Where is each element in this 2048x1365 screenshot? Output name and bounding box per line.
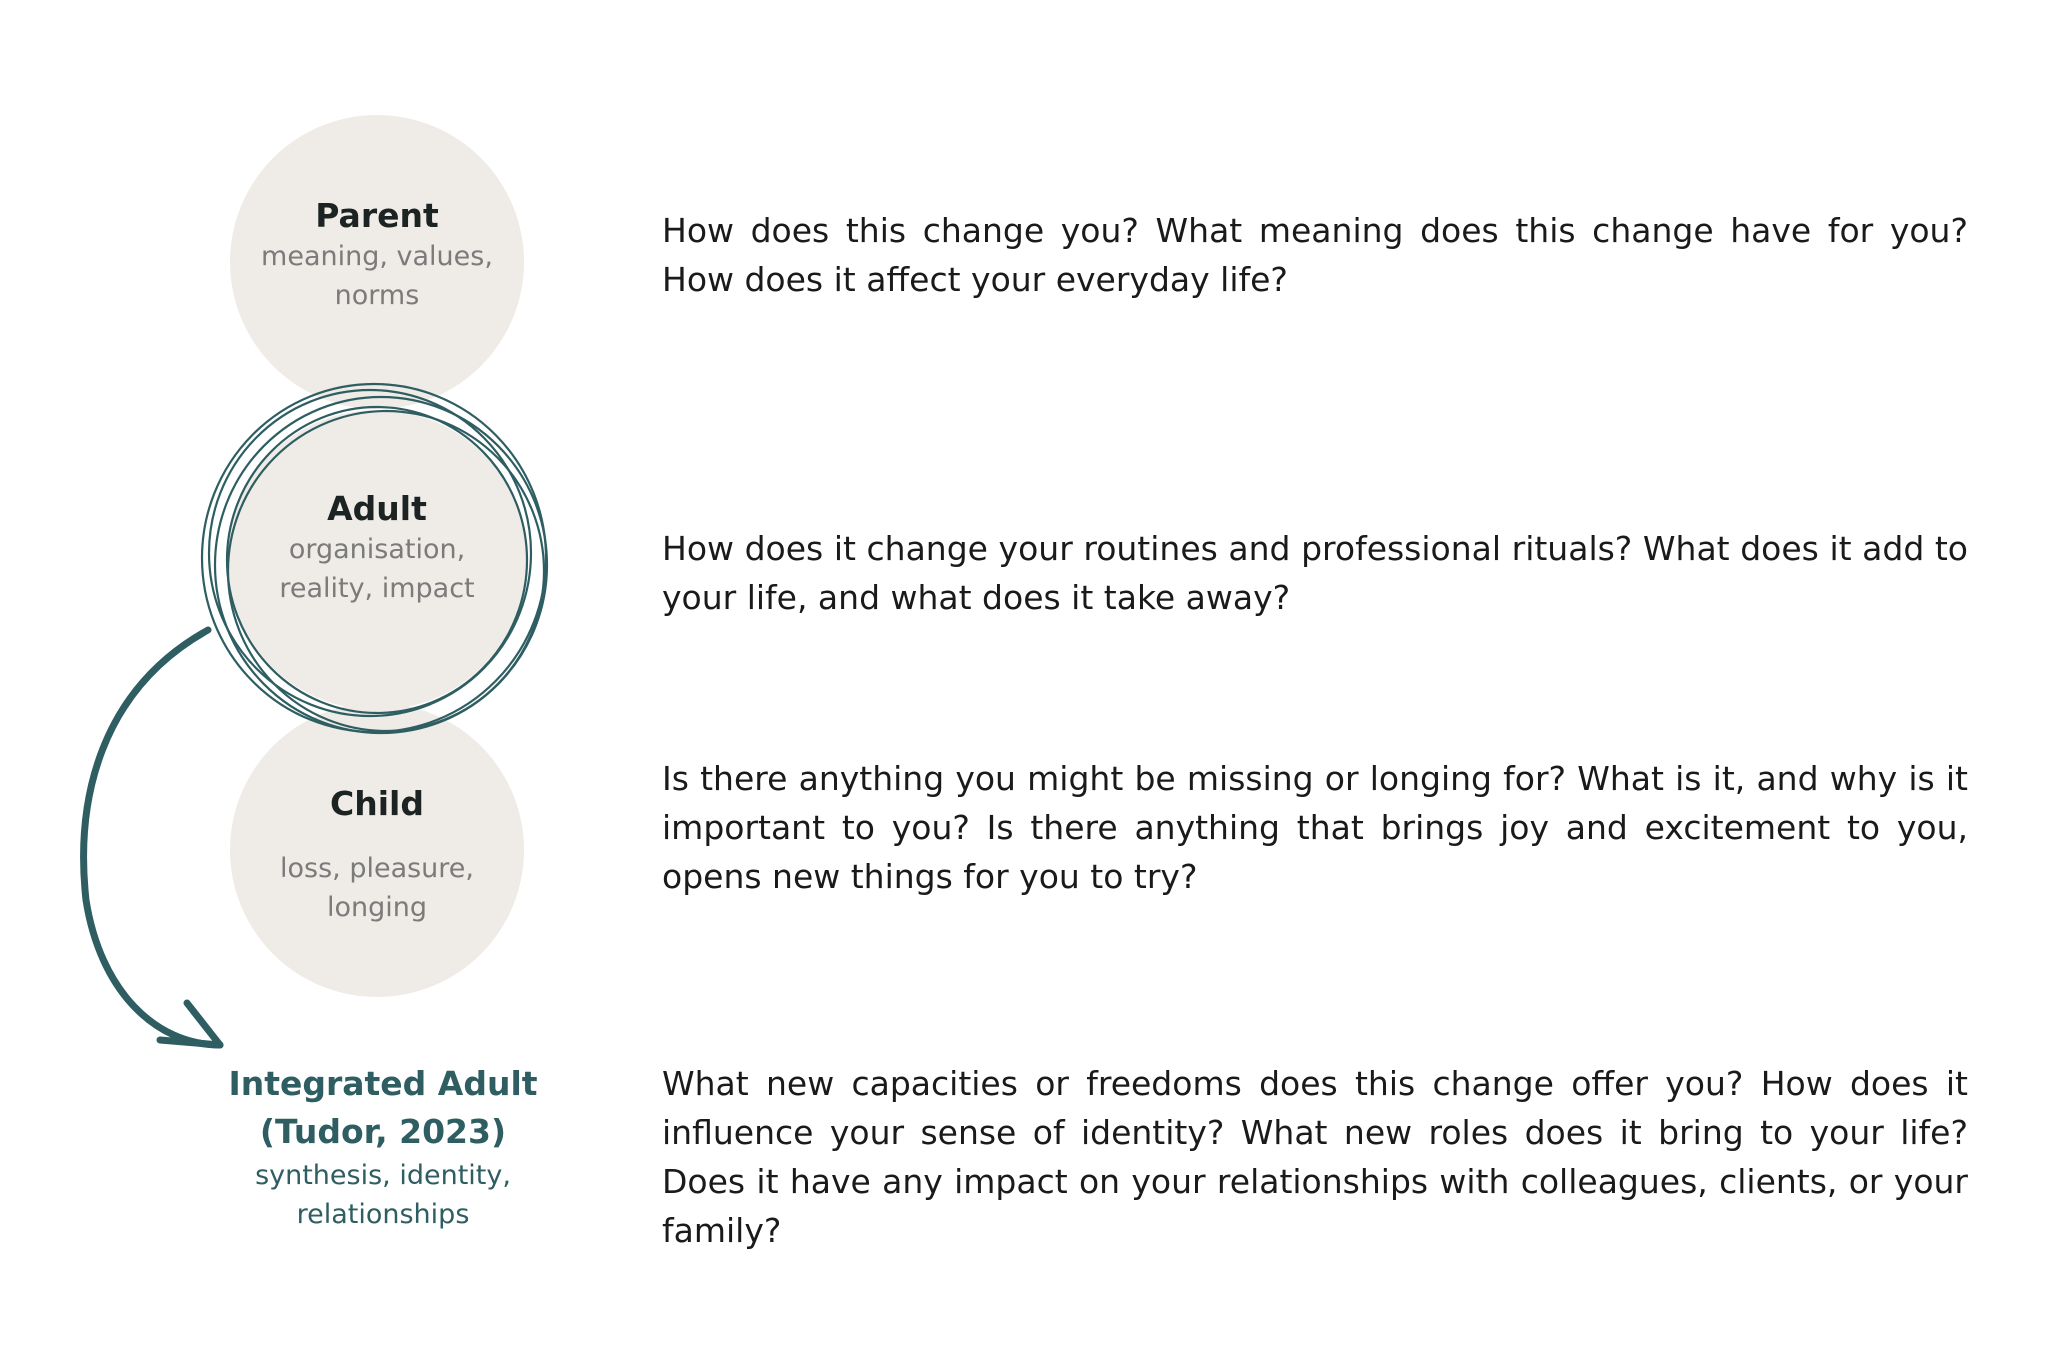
integrated-title-line2: (Tudor, 2023) (259, 1112, 507, 1151)
transition-arrow (84, 630, 220, 1045)
child-node (227, 783, 527, 927)
child-question: Is there anything you might be missing or longing for? What is it, and why is it important to you? Is there anything that brings joy and excitement to you, opens new things for you to try? (662, 759, 1968, 896)
adult-node (227, 488, 527, 608)
parent-subtitle-line2: norms (334, 280, 420, 311)
child-title: Child (330, 784, 424, 823)
integrated-question: What new capacities or freedoms does this change offer you? How does it influence your sense of identity? What new roles does it bring to your life? Does it have any impact on your relationships with colleagues, clients, or your family? (662, 1064, 1968, 1250)
adult-title: Adult (327, 489, 427, 528)
child-subtitle-line1: loss, pleasure, (280, 853, 474, 884)
parent-title: Parent (315, 196, 439, 235)
parent-subtitle-line1: meaning, values, (261, 241, 493, 272)
integrated-title-line1: Integrated Adult (228, 1064, 538, 1103)
adult-subtitle-line2: reality, impact (279, 573, 475, 604)
adult-subtitle-line1: organisation, (288, 534, 466, 565)
integrated-adult-node (213, 1060, 553, 1234)
integrated-subtitle-line2: relationships (296, 1199, 470, 1230)
child-subtitle-line2: longing (326, 892, 428, 923)
parent-node (227, 195, 527, 315)
parent-question: How does this change you? What meaning does this change have for you? How does it affect your everyday life? (662, 211, 1968, 299)
adult-question: How does it change your routines and professional rituals? What does it add to your life, and what does it take away? (662, 529, 1968, 617)
integrated-subtitle-line1: synthesis, identity, (255, 1160, 511, 1191)
